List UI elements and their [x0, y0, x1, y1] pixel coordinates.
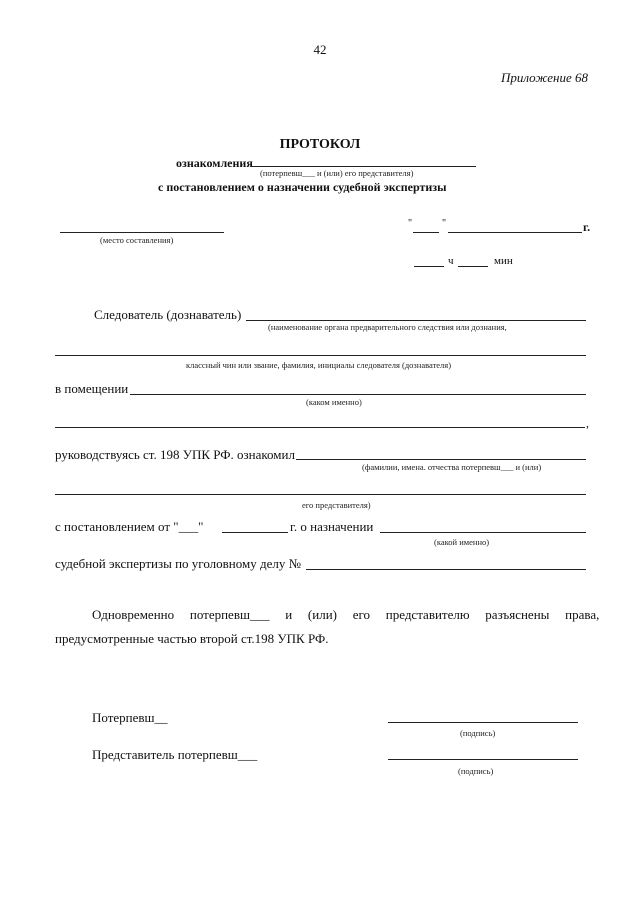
rights-paragraph-line-1: Одновременно потерпевш___ и (или) его представителю разъяснены права,	[92, 607, 600, 622]
document-subtitle: ознакомления	[176, 156, 253, 170]
resolution-year: г. о назначении	[290, 519, 374, 534]
victim-signature-label: Потерпевш__	[92, 710, 168, 725]
place-line[interactable]	[60, 232, 224, 233]
guided-line[interactable]	[296, 459, 586, 460]
date-quote-close: "	[442, 218, 447, 229]
premises-line-2[interactable]	[55, 427, 585, 428]
investigator-line[interactable]	[246, 320, 586, 321]
time-hours-label: ч	[448, 255, 454, 267]
rank-line[interactable]	[55, 355, 586, 356]
document-title: ПРОТОКОЛ	[279, 137, 361, 152]
time-minutes-label: мин	[494, 255, 513, 267]
document-subtitle-2: с постановлением о назначении судебной экспертизы	[158, 180, 447, 194]
time-minutes-line[interactable]	[458, 266, 488, 267]
guided-label: руководствуясь ст. 198 УПК РФ. ознакомил	[55, 447, 295, 462]
premises-hint: (каком именно)	[306, 397, 362, 407]
resolution-hint: (какой именно)	[434, 537, 490, 547]
guided-hint: (фамилии, имена. отчества потерпевш___ и (или)	[362, 462, 542, 472]
date-day-line[interactable]	[413, 232, 439, 233]
investigator-label: Следователь (дознаватель)	[94, 307, 242, 322]
victim-rep-signature-hint: (подпись)	[458, 766, 494, 776]
page-number: 42	[313, 42, 327, 57]
victim-signature-hint: (подпись)	[460, 728, 496, 738]
case-label: судебной экспертизы по уголовному делу №	[55, 556, 301, 571]
rights-paragraph-line-2: предусмотренные частью второй ст.198 УПК РФ.	[55, 631, 329, 646]
date-year-suffix: г.	[583, 220, 591, 234]
premises-label: в помещении	[55, 381, 129, 396]
victim-rep-signature-line[interactable]	[388, 759, 578, 760]
resolution-type-line[interactable]	[380, 532, 586, 533]
date-quote-open: "	[408, 218, 413, 229]
time-hours-line[interactable]	[414, 266, 444, 267]
appendix-label: Приложение 68	[500, 70, 588, 85]
rank-hint: классный чин или звание, фамилия, инициалы следователя (дознавателя)	[186, 360, 452, 370]
subtitle-hint: (потерпевш___ и (или) его представителя)	[260, 168, 414, 178]
date-month-line[interactable]	[448, 232, 582, 233]
resolution-date-line[interactable]	[222, 532, 288, 533]
representative-line[interactable]	[55, 494, 586, 495]
case-number-line[interactable]	[306, 569, 586, 570]
victim-blank-line[interactable]	[252, 166, 476, 167]
victim-rep-signature-label: Представитель потерпевш___	[92, 747, 258, 762]
investigator-hint: (наименование органа предварительного следствия или дознания,	[268, 322, 507, 332]
victim-signature-line[interactable]	[388, 722, 578, 723]
premises-comma: ,	[586, 416, 589, 430]
resolution-from: с постановлением от "___"	[55, 519, 204, 534]
premises-line[interactable]	[130, 394, 586, 395]
representative-hint: его представителя)	[302, 500, 371, 510]
place-hint: (место составления)	[100, 235, 174, 245]
